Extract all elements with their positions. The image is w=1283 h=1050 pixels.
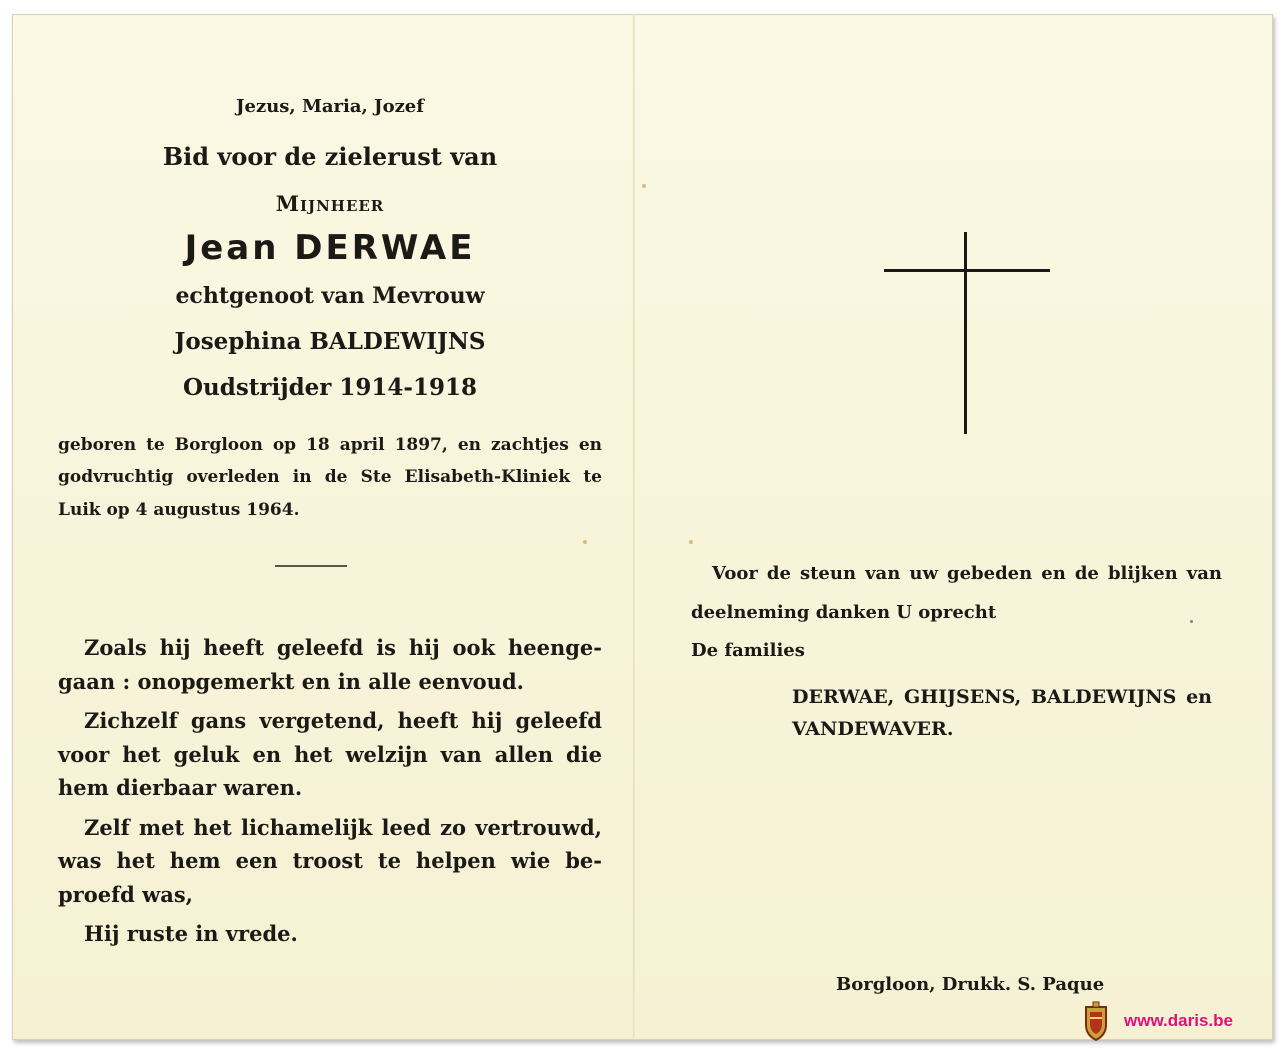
verse-line: hem dierbaar waren. <box>58 775 303 800</box>
verse-line: Zoals hij heeft geleefd is hij ook heenge- <box>84 635 602 660</box>
family-names: DERWAE, GHIJSENS, BALDEWIJNS en <box>792 686 1212 708</box>
cross-vertical-bar <box>964 232 967 434</box>
paper-speck <box>642 184 646 188</box>
verse-line: gaan : onopgemerkt en in alle eenvoud. <box>58 669 524 694</box>
thanks-line: deelneming danken U oprecht <box>691 602 997 623</box>
honorific: Mijnheer <box>275 191 385 216</box>
biography-line: geboren te Borgloon op 18 april 1897, en zachtjes en <box>58 435 602 455</box>
thanks-line: Voor de steun van uw gebeden en de blijken van <box>712 563 1222 584</box>
verse-line: voor het geluk en het welzijn van allen die <box>58 742 602 767</box>
verse-line: was het hem een troost te helpen wie be- <box>58 848 602 873</box>
biography-line: Luik op 4 augustus 1964. <box>58 500 300 520</box>
biography-line: godvruchtig overleden in de Ste Elisabeth-Kliniek te <box>58 467 602 487</box>
invocation: Jezus, Maria, Jozef <box>236 96 424 117</box>
verse-line: Zelf met het lichamelijk leed zo vertrouwd, <box>84 815 602 840</box>
verse-line: proefd was, <box>58 882 193 907</box>
deceased-name: Jean DERWAE <box>184 228 476 268</box>
cross-icon <box>884 232 1050 434</box>
verse-line: Zichzelf gans vergetend, heeft hij geleefd <box>84 708 602 733</box>
spouse-name: Josephina BALDEWIJNS <box>174 328 486 355</box>
paper-speck <box>1190 620 1193 623</box>
paper-speck <box>689 540 693 544</box>
divider <box>275 565 347 567</box>
family-names: VANDEWAVER. <box>792 718 954 740</box>
thanks-line: De families <box>691 640 805 661</box>
card-fold <box>633 14 635 1038</box>
heraldic-shield-icon <box>1082 1001 1110 1041</box>
paper-speck <box>583 540 587 544</box>
cross-horizontal-bar <box>884 269 1050 272</box>
verse-line: Hij ruste in vrede. <box>84 921 298 946</box>
spouse-line: echtgenoot van Mevrouw <box>175 283 485 309</box>
website-link[interactable]: www.daris.be <box>1124 1011 1233 1030</box>
prayer-line: Bid voor de zielerust van <box>162 142 498 171</box>
printer-credit: Borgloon, Drukk. S. Paque <box>836 974 1105 995</box>
veteran-line: Oudstrijder 1914-1918 <box>182 374 477 401</box>
